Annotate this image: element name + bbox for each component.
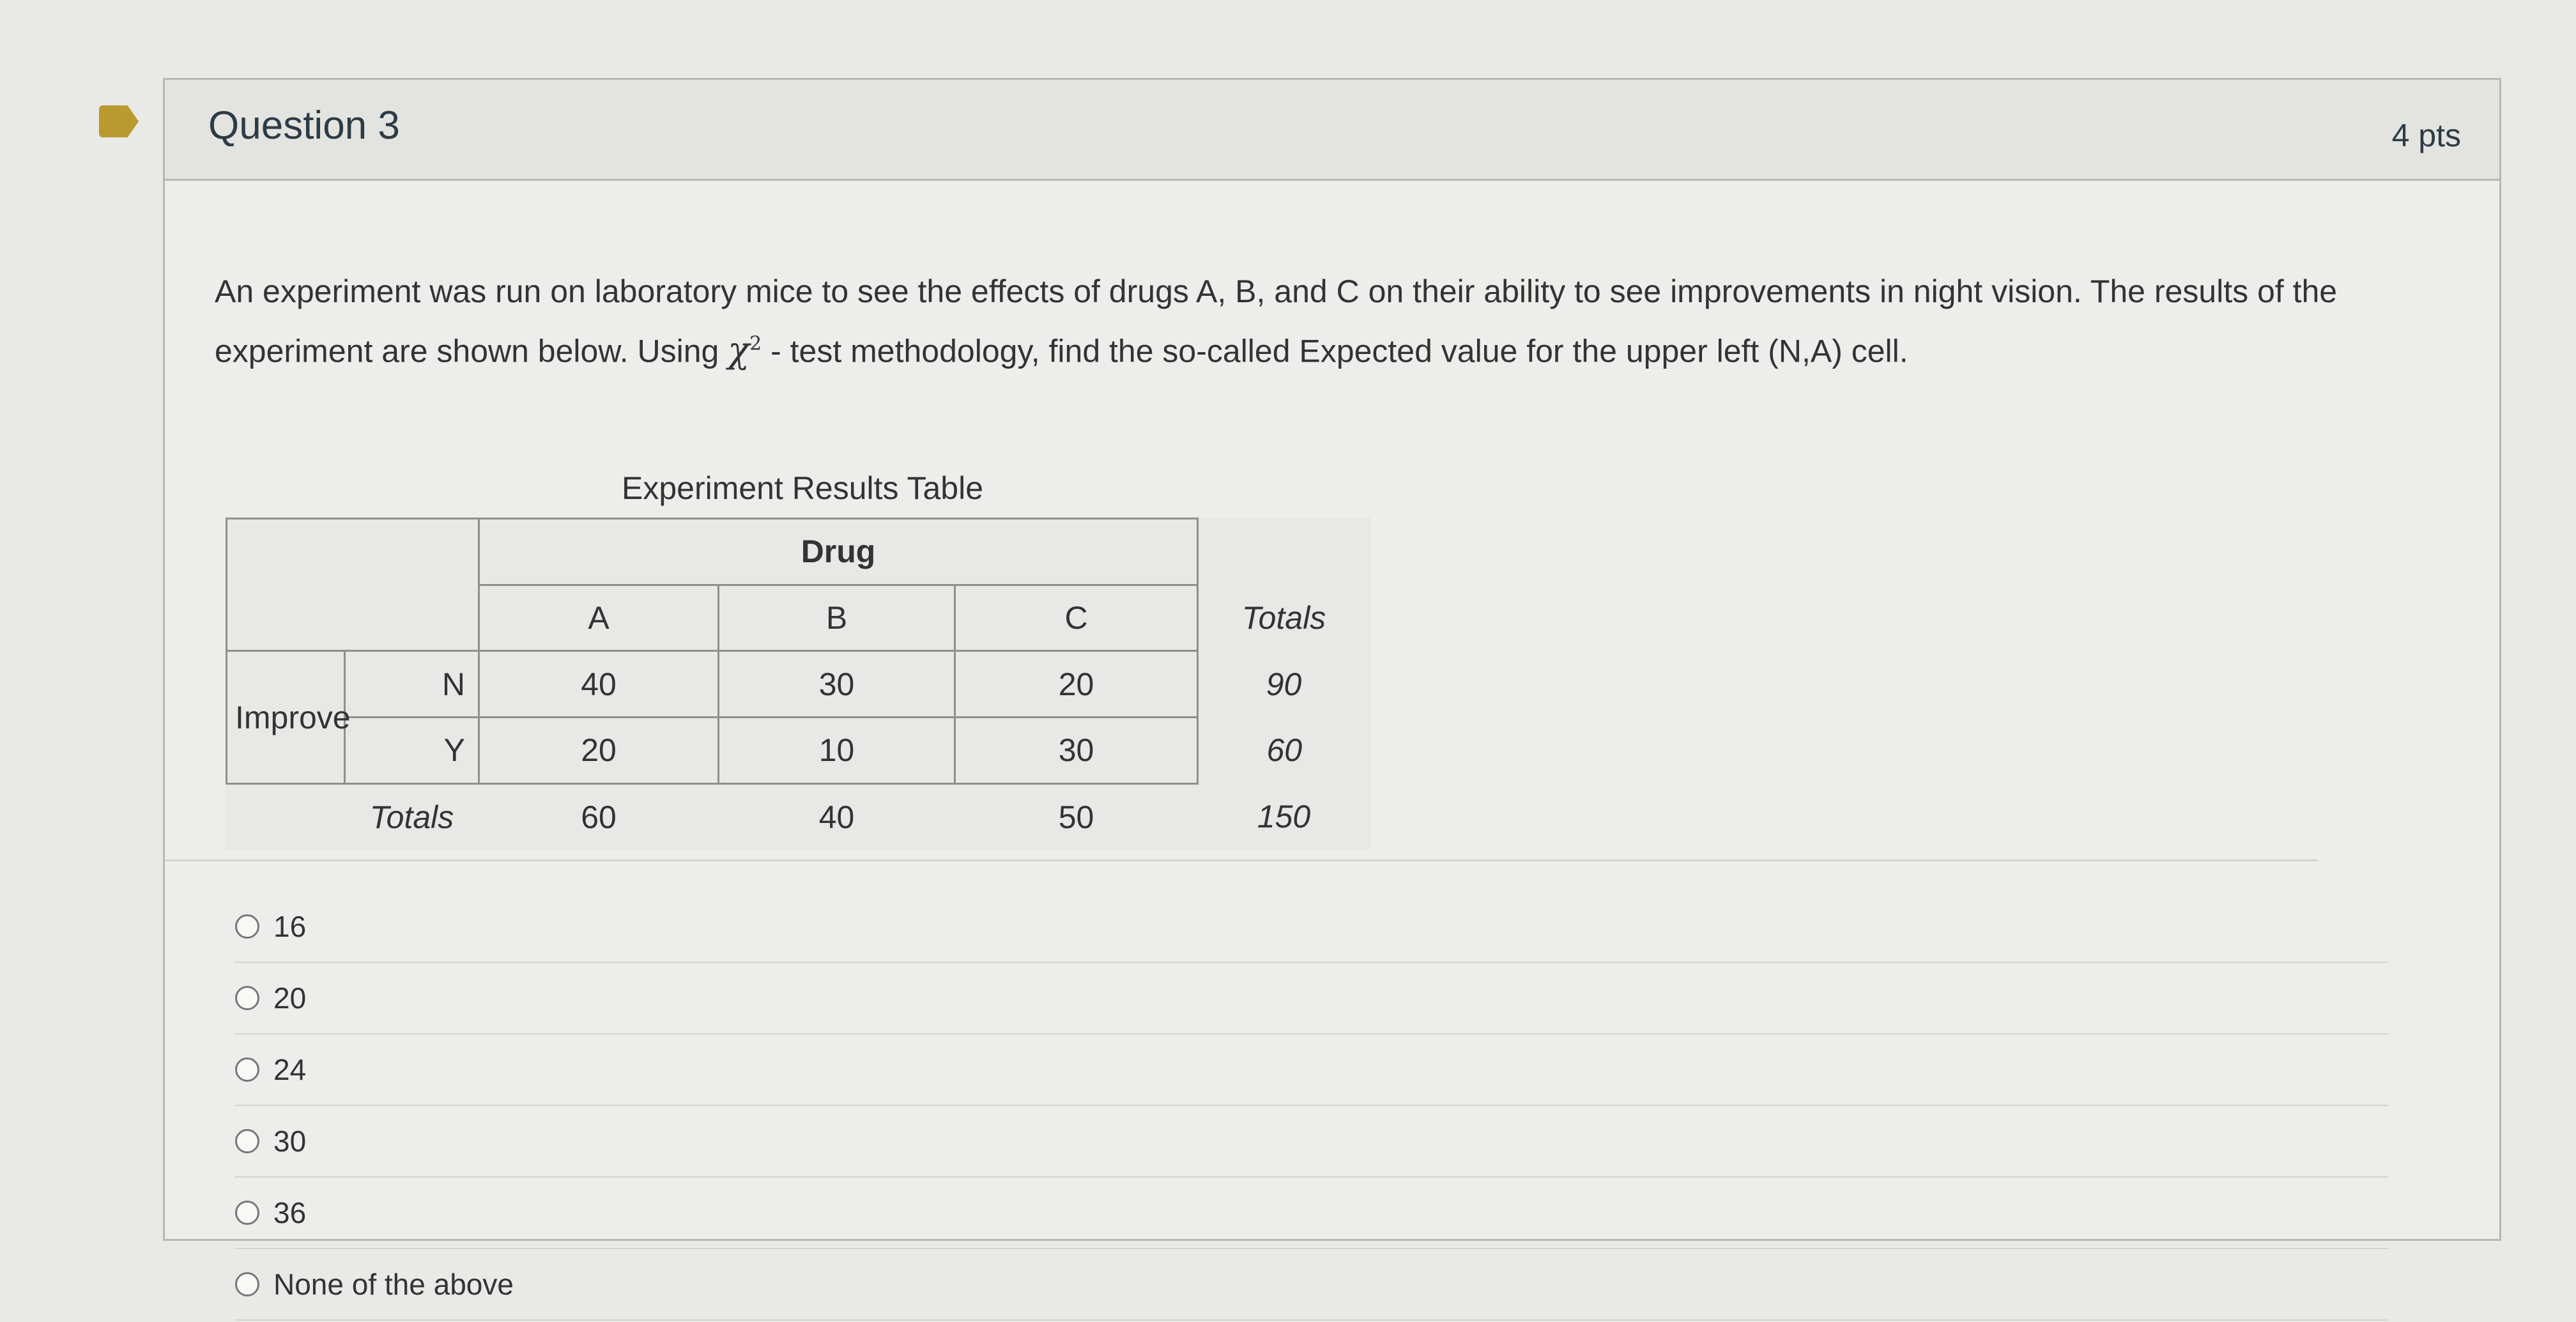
column-total-b: 40 <box>818 799 855 835</box>
cell-n-c: 20 <box>955 651 1198 718</box>
answer-label: 36 <box>273 1196 307 1229</box>
table-caption: Experiment Results Table <box>622 470 984 506</box>
empty-header-cell <box>227 519 479 651</box>
table-row <box>227 651 1370 718</box>
column-b-header: B <box>719 585 955 651</box>
answer-options <box>235 891 2388 1321</box>
totals-column-header: Totals <box>1241 600 1326 636</box>
answer-label: 16 <box>273 910 307 943</box>
chi-square-symbol <box>728 330 762 371</box>
blank-bottom-left-cell <box>227 783 345 850</box>
answer-option-36[interactable] <box>235 1178 2388 1249</box>
cell-y-c: 30 <box>955 718 1198 784</box>
table-header-row <box>227 519 1370 585</box>
improve-row-label: Improve <box>227 651 345 783</box>
answer-label: None of the above <box>273 1268 514 1301</box>
radio-button[interactable] <box>235 986 259 1010</box>
table-row <box>227 718 1370 784</box>
answer-label: 30 <box>273 1125 307 1158</box>
radio-button[interactable] <box>235 1272 259 1296</box>
bookmark-flag-icon[interactable] <box>99 105 139 137</box>
prompt-text-after: - test methodology, find the so-called Expected value for the upper left (N,A) cell. <box>762 333 1908 369</box>
totals-row-label: Totals <box>369 799 454 835</box>
experiment-results-table <box>226 518 1371 850</box>
cell-y-a: 20 <box>479 718 719 784</box>
answer-option-30[interactable] <box>235 1106 2388 1178</box>
row-label-n: N <box>345 651 479 718</box>
answer-option-16[interactable] <box>235 891 2388 963</box>
radio-button[interactable] <box>235 1129 259 1153</box>
column-c-header: C <box>955 585 1198 651</box>
question-header <box>165 80 2499 181</box>
answer-label: 20 <box>273 981 307 1015</box>
chi-symbol: χ <box>728 329 750 371</box>
answer-option-20[interactable] <box>235 963 2388 1034</box>
column-total-a: 60 <box>581 799 617 835</box>
grand-total: 150 <box>1257 799 1311 835</box>
radio-button[interactable] <box>235 1201 259 1225</box>
radio-button[interactable] <box>235 1057 259 1082</box>
radio-button[interactable] <box>235 914 259 939</box>
row-total-n: 90 <box>1266 666 1302 702</box>
drug-header: Drug <box>479 519 1198 585</box>
question-points: 4 pts <box>2391 118 2461 153</box>
cell-y-b: 10 <box>719 718 955 784</box>
cell-n-a: 40 <box>479 651 719 718</box>
cell-n-b: 30 <box>719 651 955 718</box>
blank-top-right-cell <box>1198 519 1370 585</box>
answer-option-none-of-the-above[interactable] <box>235 1249 2388 1321</box>
chi-superscript: 2 <box>749 332 762 355</box>
answer-divider <box>165 859 2318 861</box>
column-a-header: A <box>479 585 719 651</box>
question-prompt <box>215 265 2425 378</box>
question-card <box>163 78 2501 1301</box>
row-total-y: 60 <box>1266 732 1303 769</box>
prompt-text-before: An experiment was run on laboratory mice to see the effects of drugs A, B, and C on their ability to see improvements in night vision. The results of the experiment are shown below. Using <box>215 273 2338 369</box>
row-label-y: Y <box>345 718 479 784</box>
column-total-c: 50 <box>1058 799 1094 835</box>
answer-option-24[interactable] <box>235 1034 2388 1106</box>
answer-label: 24 <box>273 1053 307 1086</box>
totals-row <box>227 783 1370 850</box>
question-title: Question 3 <box>208 104 400 148</box>
